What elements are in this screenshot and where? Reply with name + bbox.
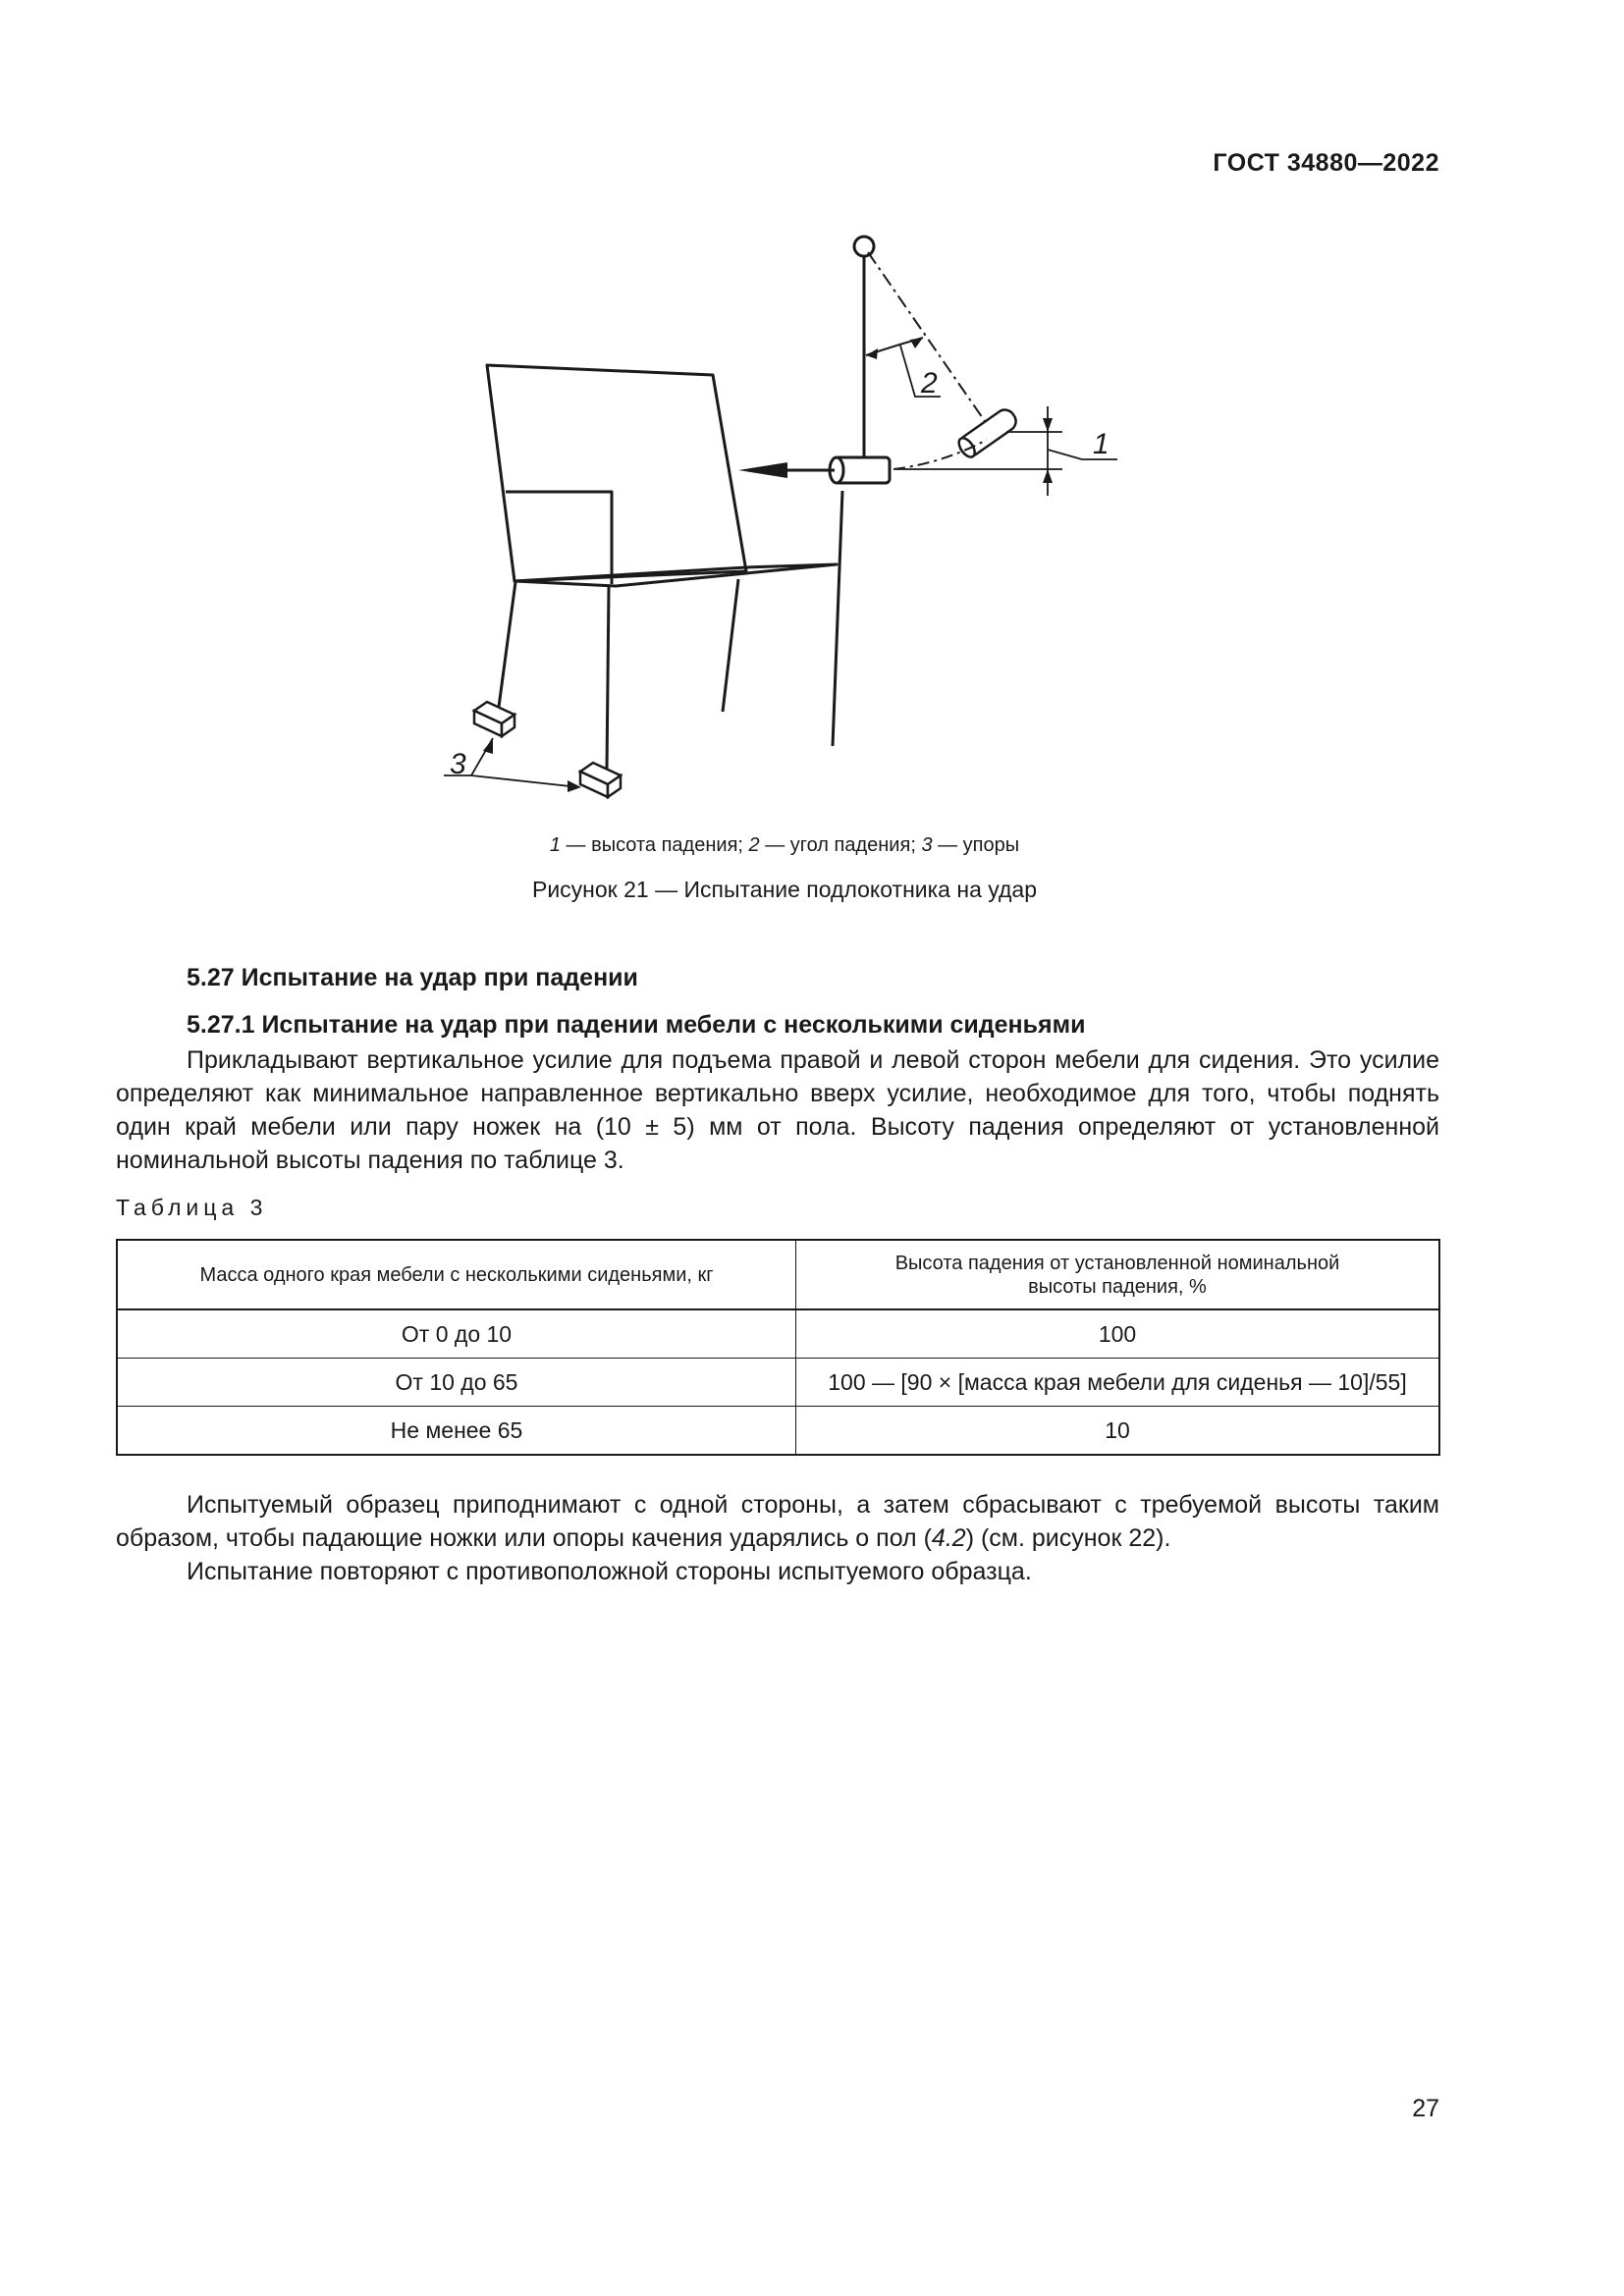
pendulum-pivot bbox=[854, 237, 874, 256]
legend-number-1: 1 bbox=[549, 834, 561, 856]
table-cell-height: 100 bbox=[796, 1309, 1440, 1359]
subsection-heading: 5.27.1 Испытание на удар при падении мебели с несколькими сиденьями bbox=[187, 1011, 1086, 1039]
table-header-mass: Масса одного края мебели с несколькими сиденьями, кг bbox=[117, 1240, 796, 1309]
callout-label-1: 1 bbox=[1093, 428, 1110, 460]
table-header-drop-height bbox=[796, 1240, 1440, 1309]
paragraph-2-text-a: Испытуемый образец приподнимают с одной стороны, а затем сбрасывают с требуемой высоты таким образом, чтобы падающие ножки или опоры качения ударялись о пол ( bbox=[116, 1491, 1439, 1552]
table-label: Таблица 3 bbox=[116, 1195, 268, 1220]
table-row bbox=[117, 1407, 1439, 1456]
table-cell-mass: От 10 до 65 bbox=[117, 1359, 796, 1407]
figure-legend bbox=[0, 834, 1569, 857]
stopper-block-lower bbox=[580, 763, 621, 797]
table-header-drop-height-line2: высоты падения, % bbox=[1028, 1275, 1207, 1298]
legend-text-2: — угол падения; bbox=[759, 834, 922, 856]
impact-arrow-head bbox=[738, 462, 787, 478]
page-number: 27 bbox=[1412, 2095, 1439, 2122]
section-heading: 5.27 Испытание на удар при падении bbox=[187, 964, 638, 991]
legend-text-3: — упоры bbox=[932, 834, 1020, 856]
table-cell-mass: От 0 до 10 bbox=[117, 1309, 796, 1359]
paragraph-3: Испытание повторяют с противоположной стороны испытуемого образца. bbox=[187, 1558, 1032, 1585]
chair-armrest bbox=[506, 492, 612, 584]
impactor-cylinder bbox=[830, 457, 890, 483]
table-row bbox=[117, 1309, 1439, 1359]
figure-21-armrest-impact-diagram bbox=[422, 221, 1129, 820]
legend-number-3: 3 bbox=[921, 834, 933, 856]
legend-number-2: 2 bbox=[748, 834, 760, 856]
raised-cylinder bbox=[955, 406, 1019, 460]
table-cell-mass: Не менее 65 bbox=[117, 1407, 796, 1456]
stopper-block-upper bbox=[474, 702, 514, 736]
table-header-row bbox=[117, 1240, 1439, 1309]
table-cell-height: 10 bbox=[796, 1407, 1440, 1456]
table-row bbox=[117, 1359, 1439, 1407]
callout-label-2: 2 bbox=[921, 367, 938, 400]
callout-3-leader-lower bbox=[471, 775, 579, 787]
table-3 bbox=[116, 1239, 1440, 1456]
chair-front-leg-left bbox=[499, 582, 515, 707]
chair-back-leg-right bbox=[833, 491, 842, 746]
paragraph-2 bbox=[116, 1488, 1439, 1555]
document-header: ГОСТ 34880—2022 bbox=[1213, 149, 1439, 177]
chair-front-leg-right bbox=[607, 587, 609, 771]
paragraph-2-text-b: ) (см. рисунок 22). bbox=[965, 1524, 1171, 1552]
legend-text-1: — высота падения; bbox=[560, 834, 749, 856]
paragraph-2-clause-ref: 4.2 bbox=[931, 1524, 966, 1552]
paragraph-1: Прикладывают вертикальное усилие для подъема правой и левой сторон мебели для сидения. Это усилие определяют как минимальное направленное вертикально вверх усилие, необходимое для того, чтобы поднять один край мебели или пару ножек на (10 ± 5) мм от пола. Высоту падения определяют от установленной номинальной высоты падения по таблице 3. bbox=[116, 1046, 1439, 1174]
table-header-drop-height-line1: Высота падения от установленной номинальной bbox=[894, 1252, 1340, 1274]
figure-caption: Рисунок 21 — Испытание подлокотника на удар bbox=[531, 877, 1037, 902]
table-cell-height: 100 — [90 × [масса края мебели для сиденья — 10]/55] bbox=[796, 1359, 1440, 1407]
chair-backrest bbox=[487, 365, 746, 581]
chair-back-leg-left bbox=[723, 579, 738, 712]
callout-label-3: 3 bbox=[450, 748, 466, 780]
